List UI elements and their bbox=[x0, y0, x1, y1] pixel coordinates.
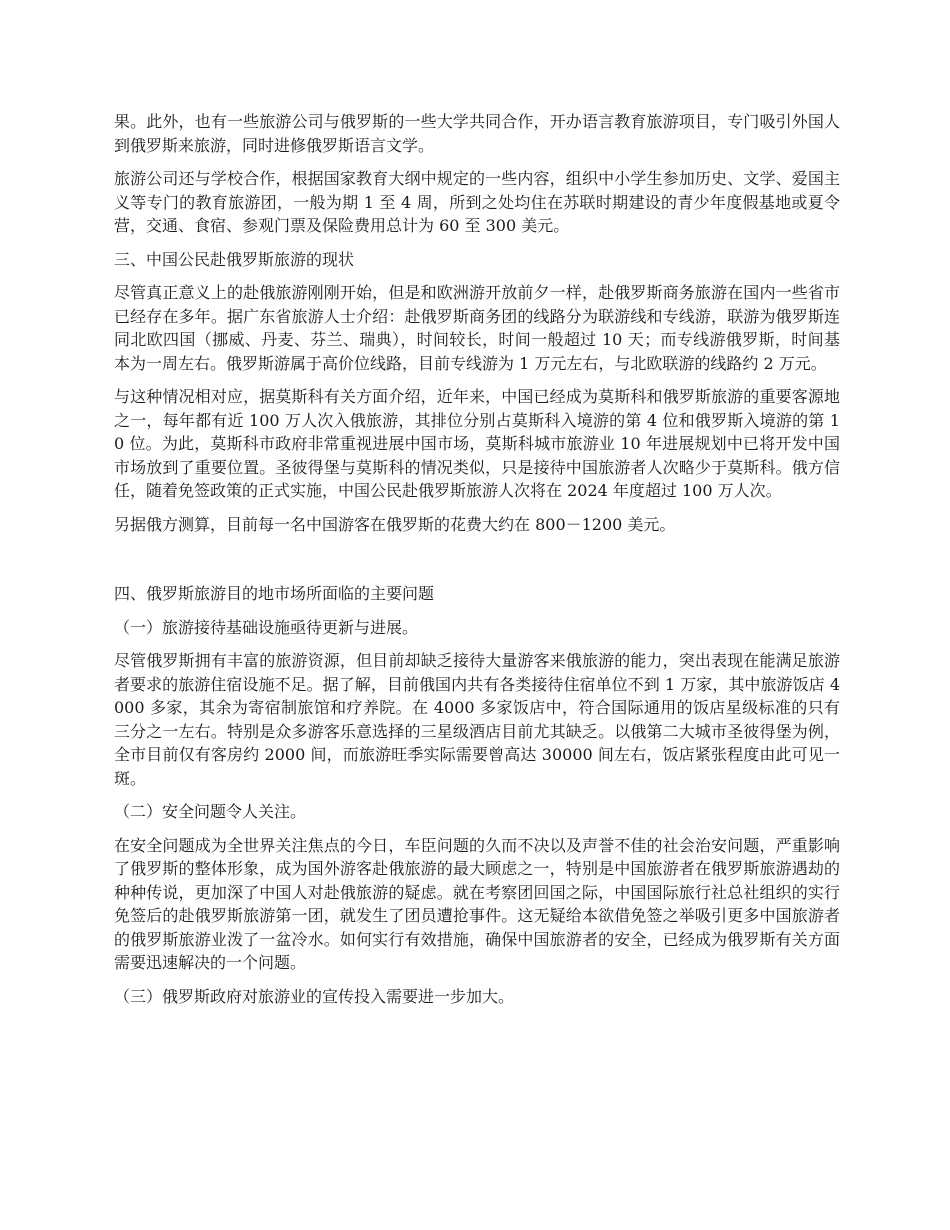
paragraph-school-tours: 旅游公司还与学校合作，根据国家教育大纲中规定的一些内容，组织中小学生参加历史、文学、爱国主义等专门的教育旅游团，一般为期 1 至 4 周，所到之处均住在苏联时期建设的青少年度假基地或夏令营，交通、食宿、参观门票及保险费用总计为 60 至 300 美元。 bbox=[114, 169, 840, 235]
paragraph-language-tourism: 果。此外，也有一些旅游公司与俄罗斯的一些大学共同合作，开办语言教育旅游项目，专门吸引外国人到俄罗斯来旅游，同时进修俄罗斯语言文学。 bbox=[114, 112, 840, 155]
paragraph-spending: 另据俄方测算，目前每一名中国游客在俄罗斯的花费大约在 800－1200 美元。 bbox=[114, 514, 676, 534]
paragraph-moscow-market: 与这种情况相对应，据莫斯科有关方面介绍，近年来，中国已经成为莫斯科和俄罗斯旅游的重要客源地之一，每年都有近 100 万人次入俄旅游，其排位分别占莫斯科入境游的第 4 位和俄罗斯入境游的第 10 位。为此，莫斯科市政府非常重视进展中国市场，莫斯科城市旅游业 10 年进展规划中已将开发中国市场放到了重要位置。圣彼得堡与莫斯科的情况类似，只是接待中国旅游者人次略少于莫斯科。俄方信任，随着免签政策的正式实施，中国公民赴俄罗斯旅游人次将在 2024 年度超过 100 万人次。 bbox=[114, 387, 840, 500]
paragraph-safety: 在安全问题成为全世界关注焦点的今日，车臣问题的久而不决以及声誉不佳的社会治安问题，严重影响了俄罗斯的整体形象，成为国外游客赴俄旅游的最大顾虑之一，特别是中国旅游者在俄罗斯旅游遇劫的种种传说，更加深了中国人对赴俄旅游的疑虑。就在考察团回国之际，中国国际旅行社总社组织的实行免签后的赴俄罗斯旅游第一团，就发生了团员遭抢事件。这无疑给本欲借免签之举吸引更多中国旅游者的俄罗斯旅游业泼了一盆冷水。如何实行有效措施，确保中国旅游者的安全，已经成为俄罗斯有关方面需要迅速解决的一个问题。 bbox=[114, 835, 840, 972]
section-heading-3: 三、中国公民赴俄罗斯旅游的现状 bbox=[114, 249, 355, 269]
section-gap bbox=[114, 546, 840, 582]
subheading-3: （三）俄罗斯政府对旅游业的宣传投入需要进一步加大。 bbox=[114, 986, 515, 1006]
subheading-1: （一）旅游接待基础设施亟待更新与进展。 bbox=[114, 617, 419, 637]
section-heading-4: 四、俄罗斯旅游目的地市场所面临的主要问题 bbox=[114, 584, 435, 603]
document-page bbox=[114, 110, 840, 1018]
paragraph-infrastructure: 尽管俄罗斯拥有丰富的旅游资源，但目前却缺乏接待大量游客来俄旅游的能力，突出表现在能满足旅游者要求的旅游住宿设施不足。据了解，目前俄国内共有各类接待住宿单位不到 1 万家，其中旅游饭店 4000 多家，其余为寄宿制旅馆和疗养院。在 4000 多家饭店中，符合国际通用的饭店星级标准的只有三分之一左右。特别是众多游客乐意选择的三星级酒店目前尤其缺乏。以俄第二大城市圣彼得堡为例，全市目前仅有客房约 2000 间，而旅游旺季实际需要曾高达 30000 间左右，饭店紧张程度由此可见一斑。 bbox=[114, 651, 840, 788]
subheading-2: （二）安全问题令人关注。 bbox=[114, 802, 307, 821]
paragraph-business-tourism: 尽管真正意义上的赴俄旅游刚刚开始，但是和欧洲游开放前夕一样，赴俄罗斯商务旅游在国内一些省市已经存在多年。据广东省旅游人士介绍：赴俄罗斯商务团的线路分为联游线和专线游，联游为俄罗斯连同北欧四国（挪威、丹麦、芬兰、瑞典），时间较长，时间一般超过 10 天；而专线游俄罗斯，时间基本为一周左右。俄罗斯游属于高价位线路，目前专线游为 1 万元左右，与北欧联游的线路约 2 万元。 bbox=[114, 283, 840, 373]
